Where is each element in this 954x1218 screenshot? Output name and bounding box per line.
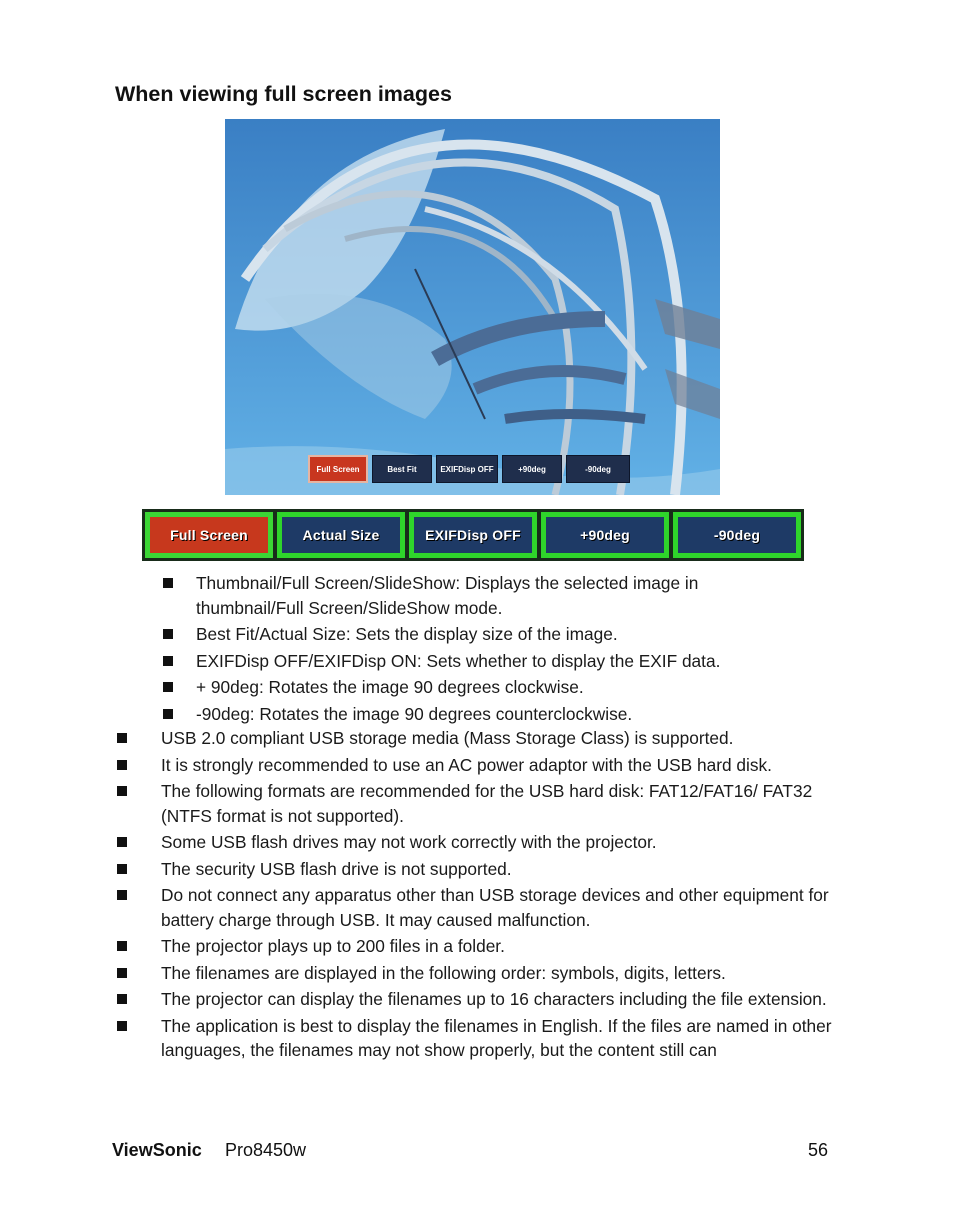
square-bullet-icon [163, 682, 173, 692]
list-item: Thumbnail/Full Screen/SlideShow: Displays the selected image in thumbnail/Full Screen/SlideShow mode. [163, 571, 803, 620]
best-fit-button-small: Best Fit [372, 455, 432, 483]
menu-bar-enlarged [142, 509, 804, 561]
actual-size-button[interactable]: Actual Size [277, 512, 405, 558]
square-bullet-icon [163, 578, 173, 588]
list-item: Do not connect any apparatus other than USB storage devices and other equipment for battery charge through USB. It may caused malfunction. [117, 883, 837, 932]
square-bullet-icon [117, 864, 127, 874]
square-bullet-icon [117, 837, 127, 847]
list-item: + 90deg: Rotates the image 90 degrees clockwise. [163, 675, 803, 700]
plus-90deg-button[interactable]: +90deg [541, 512, 669, 558]
minus-90deg-button[interactable]: -90deg [673, 512, 801, 558]
list-item: The projector plays up to 200 files in a folder. [117, 934, 837, 959]
list-item: It is strongly recommended to use an AC power adaptor with the USB hard disk. [117, 753, 837, 778]
full-screen-button-small: Full Screen [308, 455, 368, 483]
square-bullet-icon [117, 968, 127, 978]
footer-model: Pro8450w [225, 1140, 307, 1160]
square-bullet-icon [117, 994, 127, 1004]
list-item: -90deg: Rotates the image 90 degrees counterclockwise. [163, 702, 803, 727]
sculpture-photo [225, 119, 720, 495]
page-number: 56 [808, 1140, 829, 1160]
square-bullet-icon [117, 941, 127, 951]
section-heading: When viewing full screen images [115, 82, 452, 106]
full-screen-image-example [225, 119, 720, 495]
list-item: Best Fit/Actual Size: Sets the display size of the image. [163, 622, 803, 647]
list-item: The projector can display the filenames up to 16 characters including the file extension. [117, 987, 837, 1012]
exifdisp-off-button[interactable]: EXIFDisp OFF [409, 512, 537, 558]
list-item: The security USB flash drive is not supported. [117, 857, 837, 882]
usb-notes-list [117, 726, 837, 1065]
square-bullet-icon [117, 890, 127, 900]
list-item: The following formats are recommended for the USB hard disk: FAT12/FAT16/ FAT32 (NTFS format is not supported). [117, 779, 837, 828]
onscreen-menu-bar [308, 455, 630, 483]
square-bullet-icon [163, 656, 173, 666]
full-screen-button[interactable]: Full Screen [145, 512, 273, 558]
menu-options-list [163, 571, 803, 728]
exif-button-small: EXIFDisp OFF [436, 455, 498, 483]
list-item: The application is best to display the filenames in English. If the files are named in other languages, the filenames may not show properly, but the content still can [117, 1014, 837, 1063]
minus-90deg-button-small: -90deg [566, 455, 630, 483]
list-item: EXIFDisp OFF/EXIFDisp ON: Sets whether to display the EXIF data. [163, 649, 803, 674]
square-bullet-icon [163, 629, 173, 639]
square-bullet-icon [163, 709, 173, 719]
square-bullet-icon [117, 786, 127, 796]
list-item: Some USB flash drives may not work correctly with the projector. [117, 830, 837, 855]
square-bullet-icon [117, 760, 127, 770]
footer-brand: ViewSonic [112, 1140, 202, 1160]
square-bullet-icon [117, 733, 127, 743]
list-item: The filenames are displayed in the following order: symbols, digits, letters. [117, 961, 837, 986]
plus-90deg-button-small: +90deg [502, 455, 562, 483]
list-item: USB 2.0 compliant USB storage media (Mass Storage Class) is supported. [117, 726, 837, 751]
square-bullet-icon [117, 1021, 127, 1031]
